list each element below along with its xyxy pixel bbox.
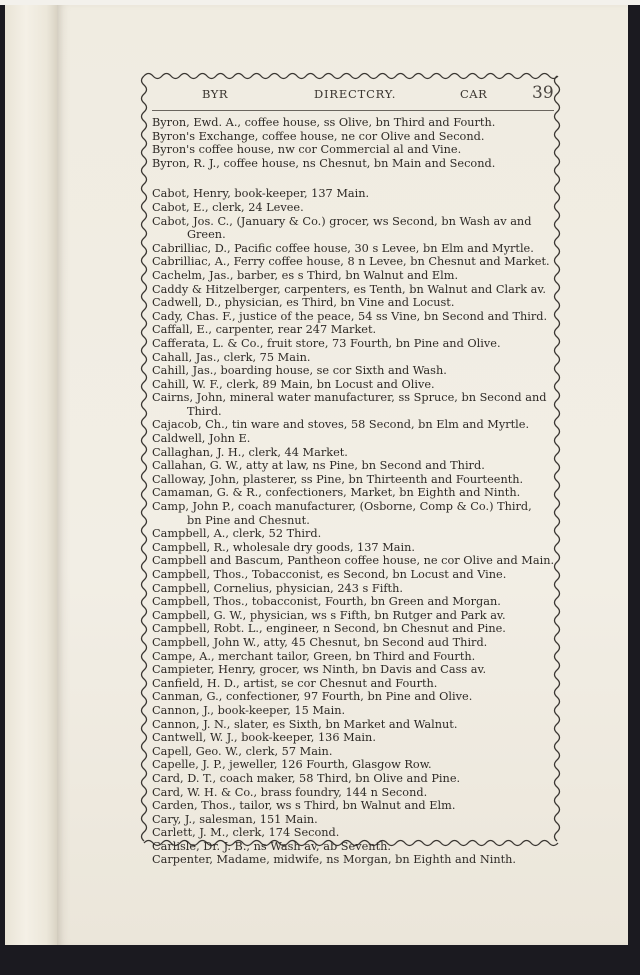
entry-text: Cannon, J. N., slater, es Sixth, bn Market and Walnut. (152, 717, 458, 731)
entry-text: Carden, Thos., tailor, ws s Third, bn Walnut and Elm. (152, 799, 456, 813)
directory-entry (152, 650, 557, 664)
entry-text: Capell, Geo. W., clerk, 57 Main. (152, 744, 333, 758)
directory-entry (152, 758, 557, 772)
directory-entry (152, 201, 557, 215)
entry-text: Campbell, Cornelius, physician, 243 s Fifth. (152, 581, 403, 595)
entry-text: Cabot, Jos. C., (January & Co.) grocer, ws Second, bn Wash av and (152, 214, 532, 228)
directory-entry (152, 116, 557, 130)
entry-text: Byron's coffee house, nw cor Commercial al and Vine. (152, 143, 462, 157)
directory-entry (152, 364, 557, 378)
entry-continuation: Green. (187, 228, 226, 242)
entry-text: Campbell and Bascum, Pantheon coffee house, ne cor Olive and Main. (152, 554, 555, 568)
entry-text: Capelle, J. P., jeweller, 126 Fourth, Glasgow Row. (152, 758, 432, 772)
entry-text: Canfield, H. D., artist, se cor Chesnut and Fourth. (152, 676, 438, 690)
entry-text: Cairns, John, mineral water manufacturer, ss Spruce, bn Second and (152, 391, 547, 405)
directory-entry (152, 187, 557, 201)
directory-entry (152, 255, 557, 269)
header-left-guide: BYR (202, 87, 228, 101)
entry-text: Cadwell, D., physician, es Third, bn Vine and Locust. (152, 296, 455, 310)
directory-entry (152, 473, 557, 487)
entry-text: Campbell, John W., atty, 45 Chesnut, bn Second aud Third. (152, 635, 488, 649)
directory-entry (152, 310, 557, 324)
directory-entry (152, 554, 557, 568)
directory-entry (152, 745, 557, 759)
directory-entry (152, 582, 557, 596)
directory-entry (152, 143, 557, 157)
entry-text: Card, D. T., coach maker, 58 Third, bn Olive and Pine. (152, 771, 461, 785)
directory-entry (152, 568, 557, 582)
directory-entry (152, 718, 557, 732)
directory-entry (152, 337, 557, 351)
entry-text: Cary, J., salesman, 151 Main. (152, 812, 318, 826)
entry-text: Campbell, R., wholesale dry goods, 137 Main. (152, 540, 415, 554)
entry-text: Campbell, Robt. L., engineer, n Second, bn Chesnut and Pine. (152, 622, 506, 636)
entry-text: Cahill, Jas., boarding house, se cor Sixth and Wash. (152, 364, 447, 378)
entry-text: Campe, A., merchant tailor, Green, bn Third and Fourth. (152, 649, 476, 663)
directory-entry (152, 323, 557, 337)
directory-entry (152, 786, 557, 800)
directory-entry (152, 663, 557, 677)
directory-entry (152, 690, 557, 704)
directory-entry (152, 215, 557, 242)
directory-entry (152, 459, 557, 473)
entry-text: Carlett, J. M., clerk, 174 Second. (152, 826, 340, 840)
entry-text: Caldwell, John E. (152, 432, 251, 446)
directory-entry (152, 418, 557, 432)
running-header (152, 85, 562, 105)
entry-text: Callaghan, J. H., clerk, 44 Market. (152, 445, 348, 459)
page-number: 39 (532, 83, 554, 103)
entry-text: Campieter, Henry, grocer, ws Ninth, bn Davis and Cass av. (152, 663, 487, 677)
header-right-guide: CAR (460, 87, 488, 101)
entry-text: Cabrilliac, D., Pacific coffee house, 30 s Levee, bn Elm and Myrtle. (152, 241, 534, 255)
directory-entry (152, 853, 557, 867)
directory-entry (152, 486, 557, 500)
directory-entry (152, 677, 557, 691)
entry-text: Caffall, E., carpenter, rear 247 Market. (152, 323, 377, 337)
entry-text: Card, W. H. & Co., brass foundry, 144 n Second. (152, 785, 428, 799)
entry-text: Cajacob, Ch., tin ware and stoves, 58 Second, bn Elm and Myrtle. (152, 418, 530, 432)
directory-entry (152, 269, 557, 283)
entry-text: Cahill, W. F., clerk, 89 Main, bn Locust and Olive. (152, 377, 435, 391)
section-gap (152, 170, 557, 187)
directory-entry (152, 432, 557, 446)
entry-text: Campbell, Thos., tobacconist, Fourth, bn Green and Morgan. (152, 595, 501, 609)
entry-text: Campbell, G. W., physician, ws s Fifth, bn Rutger and Park av. (152, 608, 506, 622)
directory-entry (152, 378, 557, 392)
entry-text: Byron, R. J., coffee house, ns Chesnut, bn Main and Second. (152, 156, 496, 170)
entry-text: Canman, G., confectioner, 97 Fourth, bn Pine and Olive. (152, 690, 473, 704)
directory-entry (152, 242, 557, 256)
directory-entry (152, 609, 557, 623)
entries-section-byr (152, 116, 557, 170)
directory-entry (152, 130, 557, 144)
directory-entry (152, 157, 557, 171)
directory-entry (152, 595, 557, 609)
entry-text: Cantwell, W. J., book-keeper, 136 Main. (152, 731, 376, 745)
entry-text: Campbell, A., clerk, 52 Third. (152, 527, 322, 541)
entry-text: Cady, Chas. F., justice of the peace, 54 ss Vine, bn Second and Third. (152, 309, 548, 323)
directory-entry (152, 731, 557, 745)
entry-text: Camp, John P., coach manufacturer, (Osborne, Comp & Co.) Third, (152, 500, 532, 514)
directory-entry (152, 826, 557, 840)
entry-text: Caddy & Hitzelberger, carpenters, es Tenth, bn Walnut and Clark av. (152, 282, 547, 296)
entry-text: Cabrilliac, A., Ferry coffee house, 8 n Levee, bn Chesnut and Market. (152, 255, 550, 269)
left-page-edge (5, 5, 57, 945)
entry-text: Cabot, Henry, book-keeper, 137 Main. (152, 187, 370, 201)
directory-entry (152, 283, 557, 297)
entry-text: Calloway, John, plasterer, ss Pine, bn Thirteenth and Fourteenth. (152, 472, 524, 486)
entry-text: Cahall, Jas., clerk, 75 Main. (152, 350, 311, 364)
entry-text: Callahan, G. W., atty at law, ns Pine, bn Second and Third. (152, 459, 485, 473)
entry-text: Camaman, G. & R., confectioners, Market, bn Eighth and Ninth. (152, 486, 521, 500)
directory-entry (152, 772, 557, 786)
entry-text: Cannon, J., book-keeper, 15 Main. (152, 703, 346, 717)
directory-entry (152, 622, 557, 636)
directory-entry (152, 446, 557, 460)
entry-text: Cafferata, L. & Co., fruit store, 73 Fourth, bn Pine and Olive. (152, 336, 501, 350)
directory-entry (152, 351, 557, 365)
entry-text: Cabot, E., clerk, 24 Levee. (152, 200, 304, 214)
frame-top (144, 74, 558, 79)
directory-entry (152, 636, 557, 650)
directory-entry (152, 391, 557, 418)
directory-entry (152, 840, 557, 854)
entries-section-ca (152, 187, 557, 867)
entry-text: Campbell, Thos., Tobacconist, es Second, bn Locust and Vine. (152, 568, 507, 581)
directory-entry (152, 704, 557, 718)
directory-entry (152, 527, 557, 541)
entry-continuation: Third. (187, 404, 222, 418)
header-rule (152, 110, 554, 111)
directory-entry (152, 296, 557, 310)
directory-entry (152, 500, 557, 527)
directory-entry (152, 813, 557, 827)
directory-entry (152, 799, 557, 813)
entry-text: Cachelm, Jas., barber, es s Third, bn Walnut and Elm. (152, 268, 459, 282)
header-title: DIRECTCRY. (314, 87, 397, 101)
directory-entries (152, 116, 557, 867)
entry-continuation: bn Pine and Chesnut. (187, 513, 310, 527)
entry-text: Byron, Ewd. A., coffee house, ss Olive, bn Third and Fourth. (152, 116, 496, 129)
entry-text: Byron's Exchange, coffee house, ne cor Olive and Second. (152, 129, 485, 143)
frame-left (142, 76, 147, 841)
entry-text: Carpenter, Madame, midwife, ns Morgan, bn Eighth and Ninth. (152, 853, 517, 867)
directory-entry (152, 541, 557, 555)
entry-text: Carlisle, Dr. J. B., ns Wash av, ab Seventh. (152, 839, 391, 853)
